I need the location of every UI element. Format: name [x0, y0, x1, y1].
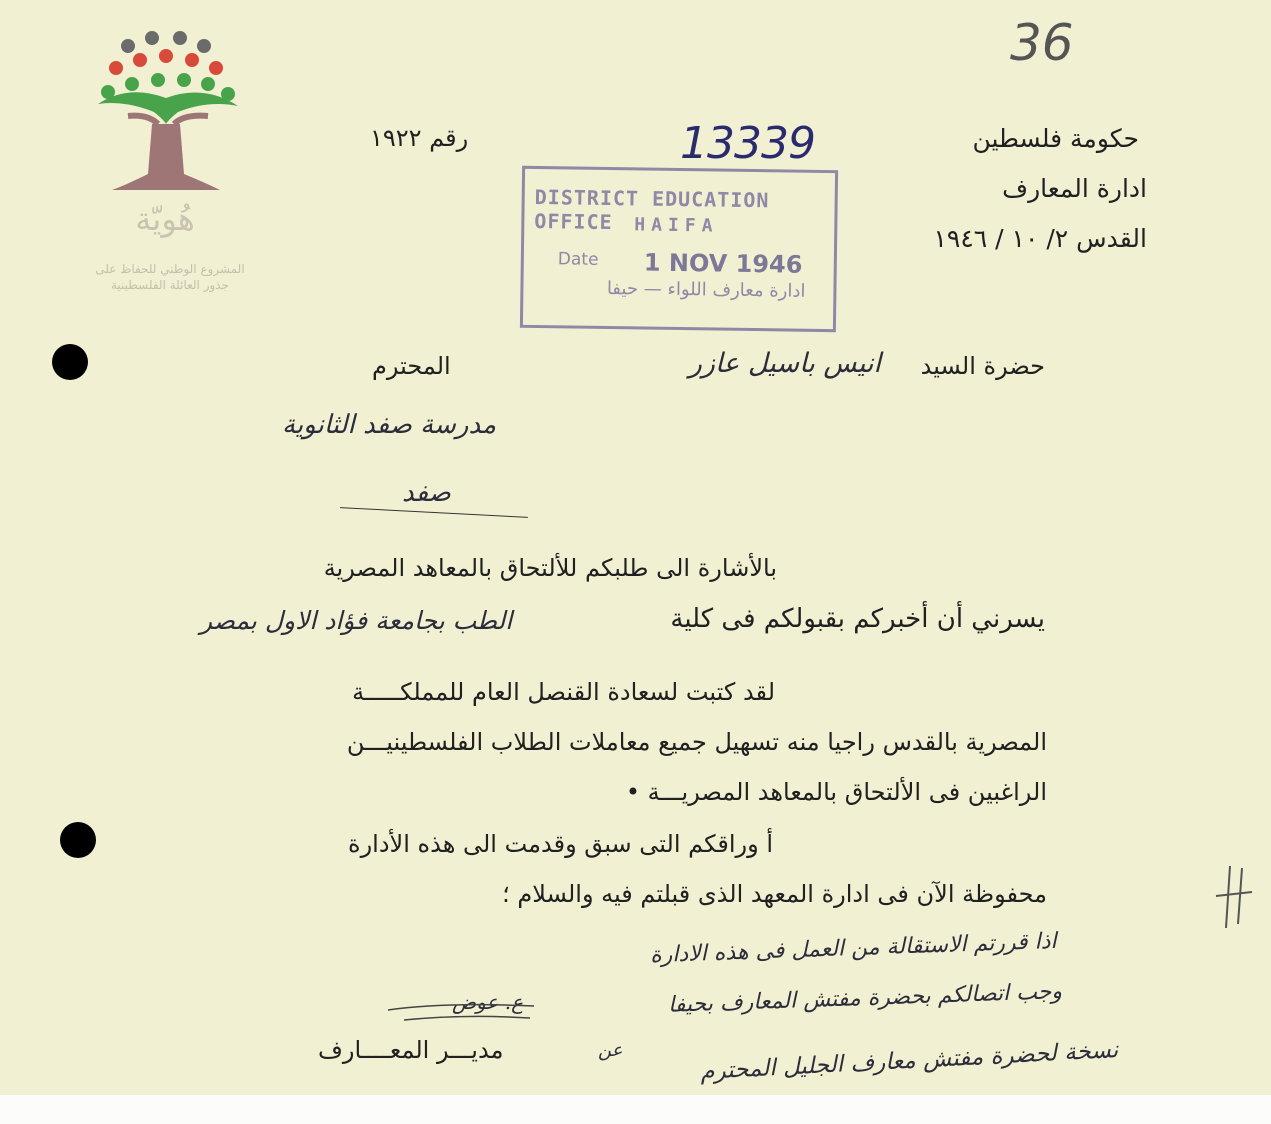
margin-mark-icon — [1212, 862, 1256, 932]
watermark-name: هُويّة — [135, 200, 195, 238]
punch-hole — [60, 822, 96, 858]
note-resignation: اذا قررتم الاستقالة من العمل فى هذه الادارة — [649, 928, 1057, 969]
signatory-title: مديـــر المعــــارف — [318, 1036, 504, 1064]
place-date: القدس ٢/ ١٠ / ١٩٤٦ — [933, 224, 1147, 253]
addressee-city: صفد — [402, 478, 451, 508]
paragraph-4-line-2: محفوظة الآن فى ادارة المعهد الذى قبلتم فيه والسلام ؛ — [502, 880, 1047, 908]
stamp-office: DISTRICT EDUCATION OFFICE — [534, 184, 770, 235]
watermark-line2: جذور العائلة الفلسطينية — [111, 278, 229, 292]
stamp-city: HAIFA — [634, 214, 719, 237]
punch-hole — [52, 344, 88, 380]
paragraph-1: بالأشارة الى طلبكم للألتحاق بالمعاهد المصرية — [323, 554, 777, 582]
watermark-line1: المشروع الوطني للحفاظ على — [95, 262, 245, 276]
signatory-prefix: عن — [598, 1040, 623, 1061]
government-heading: حكومة فلسطين — [972, 124, 1139, 153]
reference-number: رقم ١٩٢٢ — [370, 124, 469, 152]
signature-flourish-icon — [384, 996, 544, 1036]
stamp-date-label: Date — [557, 249, 599, 270]
page-number: 36 — [1010, 14, 1074, 72]
salutation: حضرة السيد — [920, 352, 1045, 380]
tree-logo-icon — [88, 24, 248, 294]
scan-margin — [0, 1095, 1271, 1124]
handwritten-reference: 13339 — [680, 118, 815, 169]
addressee-name: انيس باسيل عازر — [688, 348, 881, 379]
paragraph-3-line-1: لقد كتبت لسعادة القنصل العام للمملكـــــة — [352, 678, 775, 706]
paragraph-2-typed: يسرني أن أخبركم بقبولكم فى كلية — [670, 604, 1045, 634]
paragraph-4-line-1: أ وراقكم التى سبق وقدمت الى هذه الأدارة — [348, 830, 773, 858]
stamp-date: 1 NOV 1946 — [643, 248, 803, 279]
honorific: المحترم — [372, 352, 451, 380]
note-contact-inspector: وجب اتصالكم بحضرة مفتش المعارف بحيفا — [667, 979, 1063, 1018]
department-heading: ادارة المعارف — [1002, 174, 1147, 203]
receipt-stamp — [520, 166, 838, 332]
paragraph-3-line-3: الراغبين فى الألتحاق بالمعاهد المصريـــة • — [625, 778, 1047, 806]
note-copy-galilee: نسخة لحضرة مفتش معارف الجليل المحترم — [699, 1037, 1119, 1085]
stamp-arabic: ادارة معارف اللواء — حيفا — [606, 277, 806, 302]
signature-scrawl: ع. عوض — [452, 990, 524, 1014]
paragraph-3-line-2: المصرية بالقدس راجيا منه تسهيل جميع معاملات الطلاب الفلسطينيـــن — [346, 728, 1047, 756]
paragraph-2-handwritten: الطب بجامعة فؤاد الاول بمصر — [200, 606, 513, 635]
addressee-school: مدرسة صفد الثانوية — [282, 410, 497, 440]
